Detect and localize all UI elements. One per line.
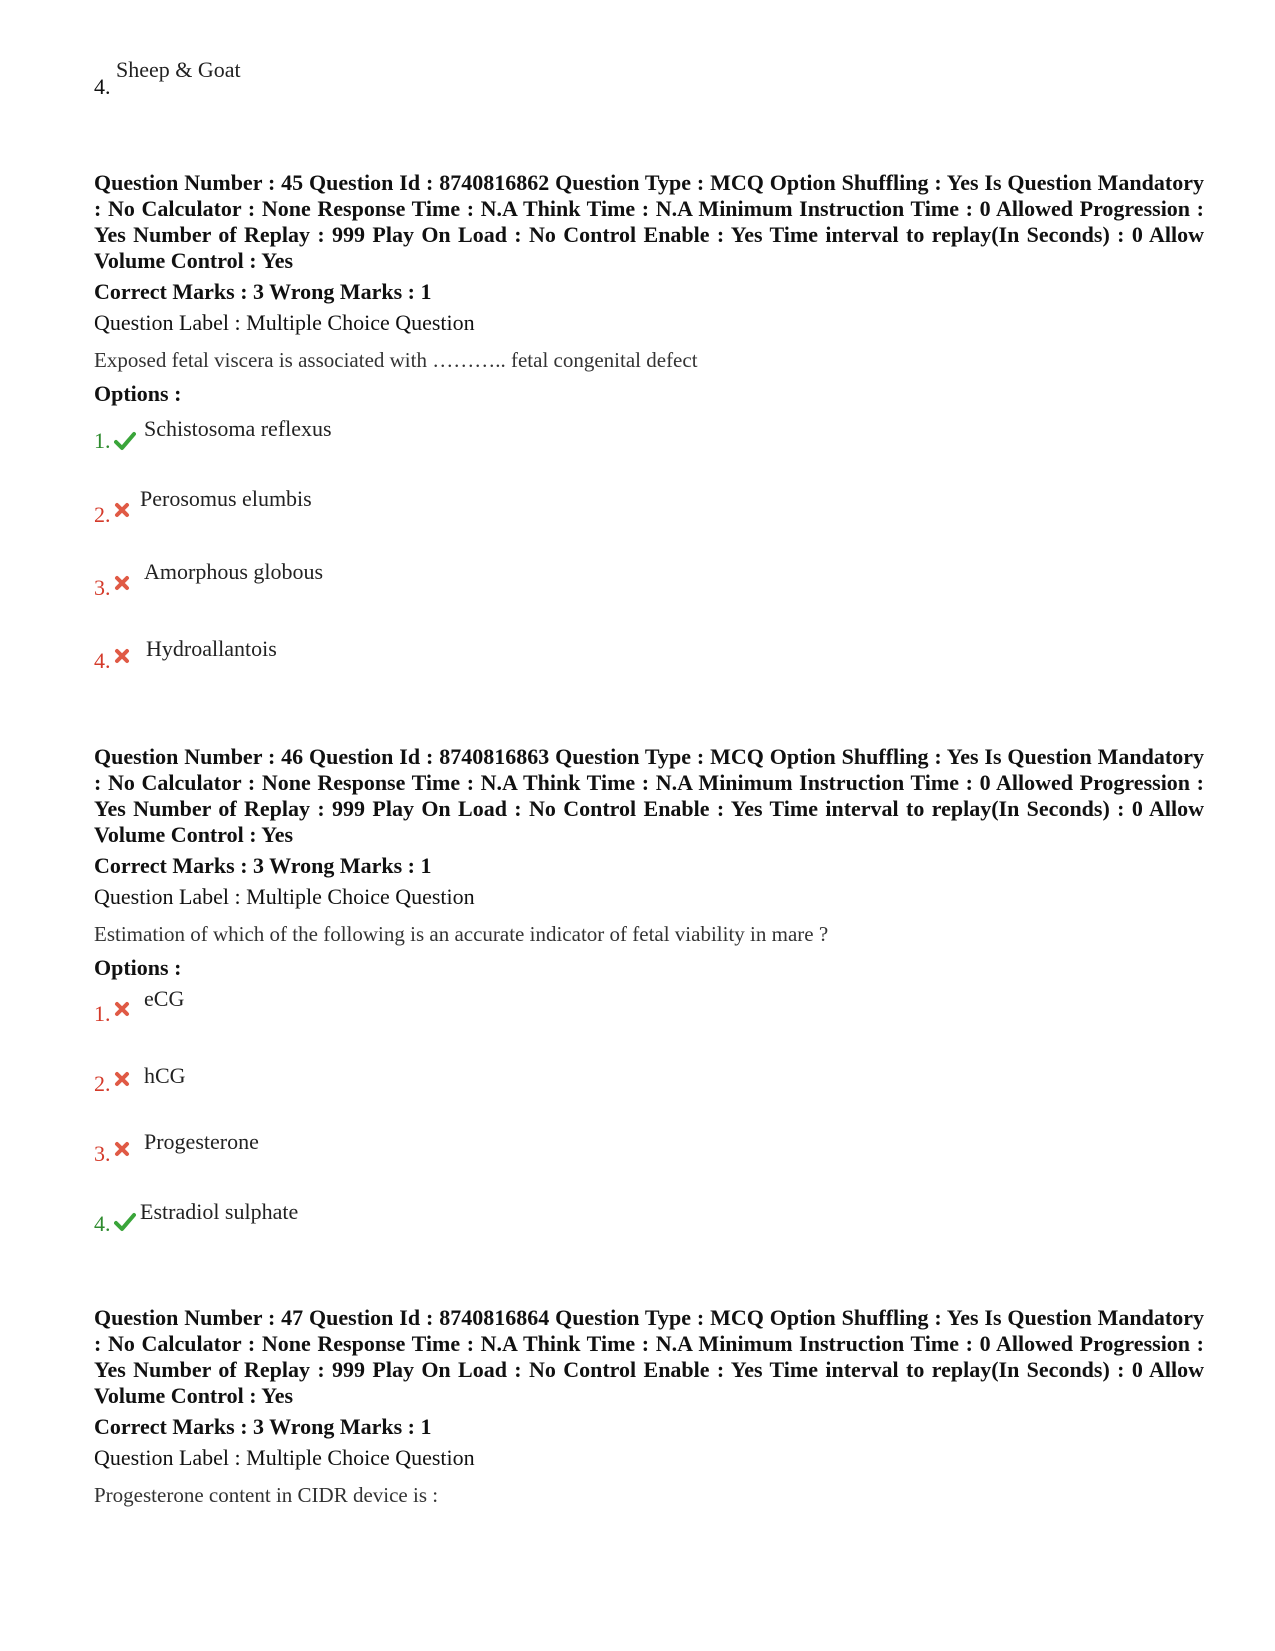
q46-option-2[interactable] (94, 1063, 594, 1096)
prev-option-4 (94, 57, 494, 99)
question-marks: Correct Marks : 3 Wrong Marks : 1 (94, 1414, 432, 1439)
q46-option-3[interactable] (94, 1129, 594, 1166)
option-number: 3. (94, 575, 111, 600)
cross-icon (114, 1071, 130, 1087)
check-icon (114, 1211, 136, 1233)
question-marks: Correct Marks : 3 Wrong Marks : 1 (94, 279, 432, 304)
q45-option-2[interactable] (94, 486, 594, 527)
option-text: Perosomus elumbis (140, 486, 312, 511)
option-number: 3. (94, 1141, 111, 1166)
question-marks: Correct Marks : 3 Wrong Marks : 1 (94, 853, 432, 878)
question-meta: Question Number : 47 Question Id : 8740816864 Question Type : MCQ Option Shuffling : Yes Is Question Mandatory : No Calculator : None Response Time : N.A Think Time : N.A Minimum Instruction Time : 0 Allowed Progression : Yes Number of Replay : 999 Play On Load : No Control Enable : Yes Time interval to replay(In Seconds) : 0 Allow Volume Control : Yes (94, 1305, 1204, 1408)
cross-icon (114, 502, 130, 518)
q45-option-3[interactable] (94, 559, 594, 600)
options-heading: Options : (94, 381, 182, 406)
option-text: Estradiol sulphate (140, 1199, 299, 1224)
cross-icon (114, 1141, 130, 1157)
option-number: 1. (94, 1001, 111, 1026)
q45-option-1[interactable] (94, 416, 594, 453)
options-heading: Options : (94, 955, 182, 980)
option-text: eCG (144, 986, 185, 1011)
option-text: Hydroallantois (146, 636, 277, 661)
option-number: 4. (94, 648, 111, 673)
q46-option-1[interactable] (94, 986, 594, 1026)
cross-icon (114, 575, 130, 591)
question-text: Estimation of which of the following is an accurate indicator of fetal viability in mare ? (94, 922, 829, 946)
option-text: Schistosoma reflexus (144, 416, 332, 441)
q46-option-4[interactable] (94, 1199, 594, 1236)
option-number: 4. (94, 1211, 111, 1236)
option-text: Sheep & Goat (116, 57, 241, 82)
question-label: Question Label : Multiple Choice Question (94, 310, 475, 335)
option-number: 2. (94, 1071, 111, 1096)
option-text: Amorphous globous (144, 559, 324, 584)
question-meta: Question Number : 46 Question Id : 8740816863 Question Type : MCQ Option Shuffling : Yes Is Question Mandatory : No Calculator : None Response Time : N.A Think Time : N.A Minimum Instruction Time : 0 Allowed Progression : Yes Number of Replay : 999 Play On Load : No Control Enable : Yes Time interval to replay(In Seconds) : 0 Allow Volume Control : Yes (94, 744, 1204, 847)
question-45 (94, 170, 1204, 407)
cross-icon (114, 648, 130, 664)
question-label: Question Label : Multiple Choice Question (94, 1445, 475, 1470)
question-meta: Question Number : 45 Question Id : 8740816862 Question Type : MCQ Option Shuffling : Yes Is Question Mandatory : No Calculator : None Response Time : N.A Think Time : N.A Minimum Instruction Time : 0 Allowed Progression : Yes Number of Replay : 999 Play On Load : No Control Enable : Yes Time interval to replay(In Seconds) : 0 Allow Volume Control : Yes (94, 170, 1204, 273)
check-icon (114, 430, 136, 452)
question-label: Question Label : Multiple Choice Question (94, 884, 475, 909)
cross-icon (114, 1001, 130, 1017)
question-46 (94, 744, 1204, 981)
question-text: Exposed fetal viscera is associated with ……….. fetal congenital defect (94, 348, 698, 372)
option-text: hCG (144, 1063, 186, 1088)
option-number: 1. (94, 428, 111, 453)
option-text: Progesterone (144, 1129, 259, 1154)
question-text: Progesterone content in CIDR device is : (94, 1483, 439, 1507)
q45-option-4[interactable] (94, 636, 594, 673)
option-number: 4. (94, 74, 111, 99)
option-number: 2. (94, 502, 111, 527)
question-47 (94, 1305, 1204, 1508)
